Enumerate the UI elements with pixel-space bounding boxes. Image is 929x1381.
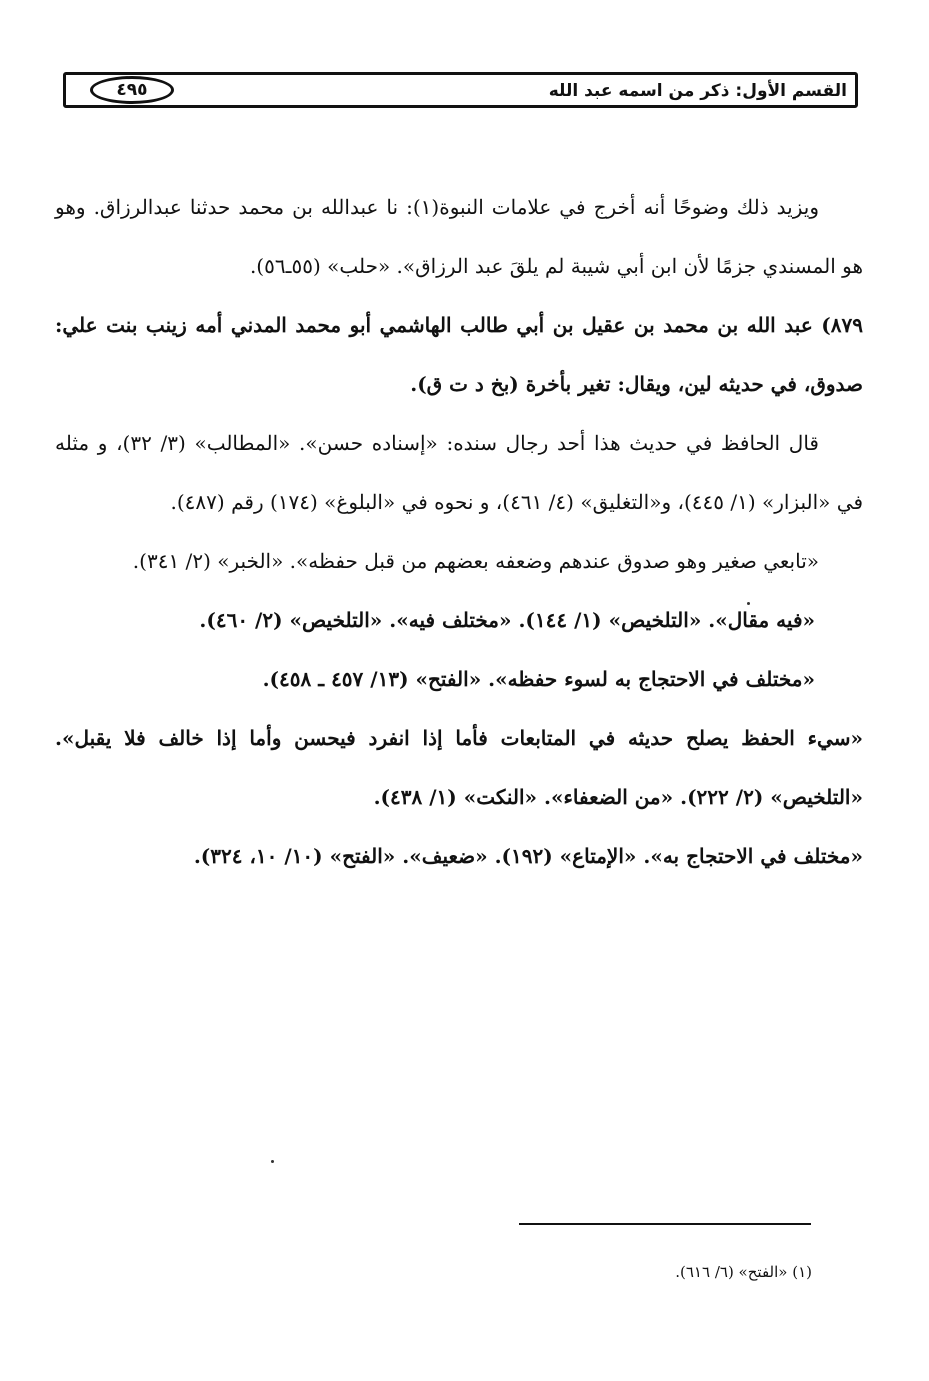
stray-dot: [271, 1160, 274, 1163]
page-header: [63, 72, 858, 108]
header-title: القسم الأول: ذكر من اسمه عبد الله: [548, 81, 847, 101]
page-body: [55, 178, 863, 886]
stray-dot: [747, 602, 750, 605]
footnote: (١) «الفتح» (٦/ ٦١٦).: [675, 1263, 812, 1281]
page-number: ٤٩٥: [90, 76, 174, 104]
paragraph-8: «مختلف في الاحتجاج به». «الإمتاع» (١٩٢). «ضعيف». «الفتح» (١٠/ ١٠، ٣٢٤).: [193, 844, 863, 868]
paragraph-1: ويزيد ذلك وضوحًا أنه أخرج في علامات النبوة(١): نا عبدالله بن محمد حدثنا عبدالرزاق. وهو هو المسندي جزمًا لأن ابن أبي شيبة لم يلقَ عبد الرزاق». «حلب» (٥٥ـ٥٦).: [55, 195, 863, 278]
entry-879: ٨٧٩) عبد الله بن محمد بن عقيل بن أبي طالب الهاشمي أبو محمد المدني أمه زينب بنت علي: صدوق، في حديثه لين، ويقال: تغير بأخرة (بخ د ت ق).: [55, 313, 863, 396]
paragraph-7: «سيء الحفظ يصلح حديثه في المتابعات فأما إذا انفرد فيحسن وأما إذا خالف فلا يقبل». «التلخيص» (٢/ ٢٢٢). «من الضعفاء». «النكت» (١/ ٤٣٨).: [55, 726, 863, 809]
paragraph-3: قال الحافظ في حديث هذا أحد رجال سنده: «إسناده حسن». «المطالب» (٣/ ٣٢)، و مثله في «البزار» (١/ ٤٤٥)، و«التغليق» (٤/ ٤٦١)، و نحوه في «البلوغ» (١٧٤) رقم (٤٨٧).: [55, 431, 863, 514]
paragraph-5: «فيه مقال». «التلخيص» (١/ ١٤٤). «مختلف فيه». «التلخيص» (٢/ ٤٦٠).: [199, 608, 815, 632]
paragraph-4: «تابعي صغير وهو صدوق عندهم وضعفه بعضهم من قبل حفظه». «الخبر» (٢/ ٣٤١).: [132, 549, 819, 573]
footnote-divider: [519, 1223, 811, 1225]
paragraph-6: «مختلف في الاحتجاج به لسوء حفظه». «الفتح» (١٣/ ٤٥٧ ـ ٤٥٨).: [262, 667, 815, 691]
